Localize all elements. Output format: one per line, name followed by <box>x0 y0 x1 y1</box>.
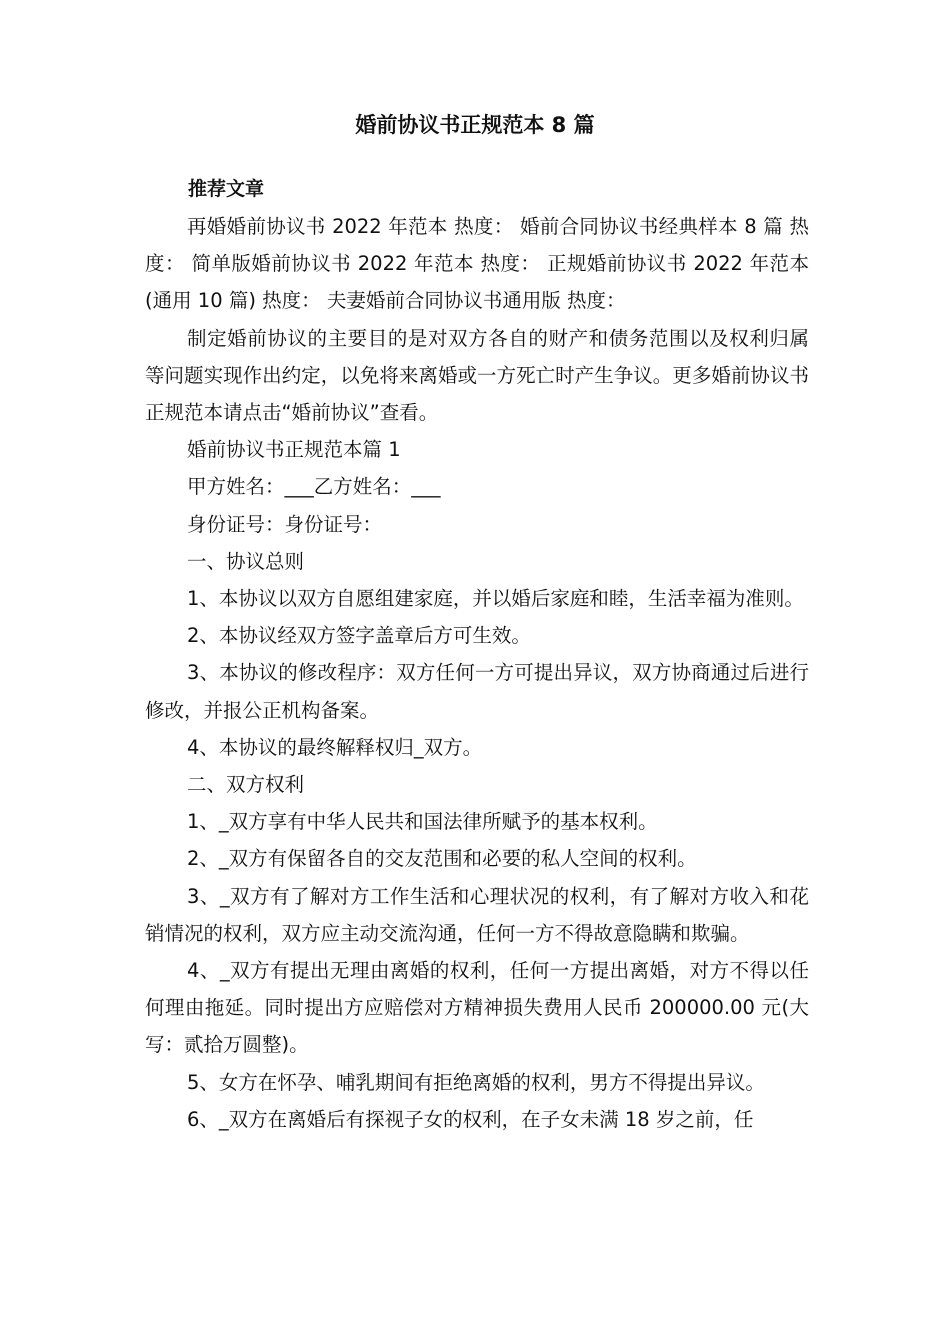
clause-paragraph: 1、本协议以双方自愿组建家庭，并以婚后家庭和睦，生活幸福为准则。 <box>187 587 804 611</box>
clause-paragraph: 4、本协议的最终解释权归_双方。 <box>187 735 483 759</box>
clause-paragraph: 3、本协议的修改程序：双方任何一方可提出异议，双方协商通过后进行修改，并报公正机构备案。 <box>145 661 809 722</box>
clause-paragraph: 3、_双方有了解对方工作生活和心理状况的权利，有了解对方收入和花销情况的权利，双方应主动交流沟通，任何一方不得故意隐瞒和欺骗。 <box>145 884 809 945</box>
clause-paragraph: 6、_双方在离婚后有探视子女的权利，在子女未满 18 岁之前，任 <box>187 1107 754 1131</box>
clause-paragraph: 2、本协议经双方签字盖章后方可生效。 <box>187 624 531 648</box>
recommended-articles-paragraph: 再婚婚前协议书 2022 年范本 热度： 婚前合同协议书经典样本 8 篇 热度： 简单版婚前协议书 2022 年范本 热度： 正规婚前协议书 2022 年范本(通用 10 篇) 热度： 夫妻婚前合同协议书通用版 热度： <box>145 215 809 313</box>
section-heading: 推荐文章 <box>188 178 265 200</box>
section-heading-rights: 二、双方权利 <box>187 773 305 797</box>
clause-paragraph: 5、女方在怀孕、哺乳期间有拒绝离婚的权利，男方不得提出异议。 <box>187 1070 765 1094</box>
id-number-line: 身份证号：身份证号： <box>187 512 383 536</box>
section-heading-general: 一、协议总则 <box>187 549 305 573</box>
intro-paragraph: 制定婚前协议的主要目的是对双方各自的财产和债务范围以及权利归属等问题实现作出约定，以免将来离婚或一方死亡时产生争议。更多婚前协议书正规范本请点击“婚前协议”查看。 <box>145 326 809 425</box>
article-heading: 婚前协议书正规范本篇 1 <box>187 438 401 462</box>
clause-paragraph: 2、_双方有保留各自的交友范围和必要的私人空间的权利。 <box>187 847 697 871</box>
clause-paragraph: 4、_双方有提出无理由离婚的权利，任何一方提出离婚，对方不得以任何理由拖延。同时提出方应赔偿对方精神损失费用人民币 200000.00 元(大写：贰拾万圆整)。 <box>145 959 809 1057</box>
document-body <box>145 208 809 1138</box>
clause-paragraph: 1、_双方享有中华人民共和国法律所赋予的基本权利。 <box>187 810 658 834</box>
party-names-line: 甲方姓名：___乙方姓名：___ <box>187 475 441 499</box>
document-title: 婚前协议书正规范本 8 篇 <box>355 113 595 137</box>
